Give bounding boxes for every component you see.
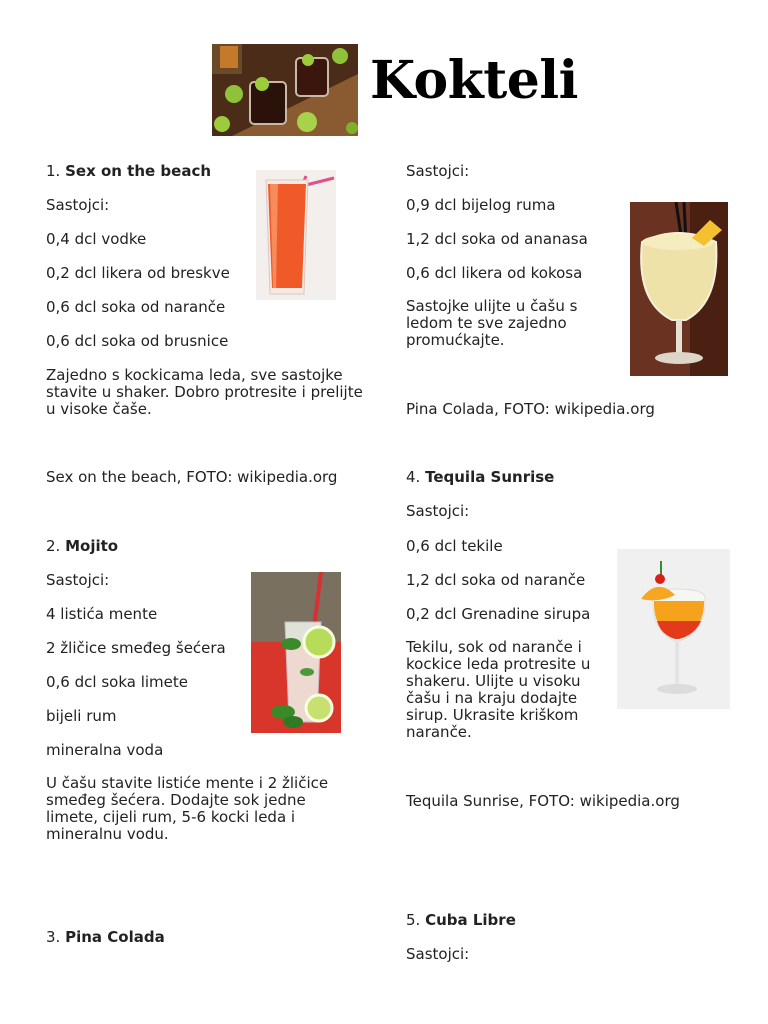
cocktail-4-number: 4. [406, 468, 426, 486]
cocktail-3-instructions: Sastojke ulijte u čašu s ledom te sve zajedno promućkajte. [406, 297, 578, 349]
cocktail-1-photo [256, 170, 336, 300]
cocktail-3-name: Pina Colada [65, 928, 165, 946]
cocktail-2-ingredient: 4 listića mente [46, 605, 158, 623]
cocktail-1-name: Sex on the beach [65, 162, 212, 180]
cocktail-4-heading [406, 468, 554, 486]
cocktail-2-ingredient: 2 žličice smeđeg šećera [46, 639, 226, 657]
cocktail-2-number: 2. [46, 537, 66, 555]
cocktail-1-ingredient: 0,2 dcl likera od breskve [46, 264, 230, 282]
cocktail-1-caption: Sex on the beach, FOTO: wikipedia.org [46, 468, 338, 486]
cocktail-3-caption: Pina Colada, FOTO: wikipedia.org [406, 400, 655, 418]
cocktail-4-ingredients-label: Sastojci: [406, 502, 470, 520]
cocktail-5-ingredients-label: Sastojci: [406, 945, 470, 963]
cocktail-3-photo [630, 202, 728, 376]
cocktail-2-ingredient: 0,6 dcl soka limete [46, 673, 188, 691]
cocktail-2-instructions: U čašu stavite listiće mente i 2 žličice smeđeg šećera. Dodajte sok jedne limete, cijeli rum, 5-6 kocki leda i mineralnu vodu. [46, 774, 329, 843]
cocktail-4-name: Tequila Sunrise [425, 468, 555, 486]
cocktail-2-name: Mojito [65, 537, 119, 555]
page-title: Kokteli [370, 50, 578, 111]
cocktail-1-number: 1. [46, 162, 66, 180]
cocktail-1-heading [46, 162, 211, 180]
cocktail-4-ingredient: 0,6 dcl tekile [406, 537, 503, 555]
cocktail-1-ingredients-label: Sastojci: [46, 196, 110, 214]
cocktail-1-ingredient: 0,6 dcl soka od brusnice [46, 332, 229, 350]
cocktail-1-ingredient: 0,6 dcl soka od naranče [46, 298, 226, 316]
cocktail-3-ingredient: 0,6 dcl likera od kokosa [406, 264, 583, 282]
cocktail-2-ingredient: bijeli rum [46, 707, 117, 725]
cocktail-2-photo [251, 572, 341, 733]
cocktail-5-heading [406, 911, 516, 929]
cocktail-3-heading [46, 928, 165, 946]
cocktail-5-number: 5. [406, 911, 426, 929]
cocktail-1-instructions: Zajedno s kockicama leda, sve sastojke stavite u shaker. Dobro protresite i prelijte u visoke čaše. [46, 366, 363, 418]
cocktail-3-ingredient: 1,2 dcl soka od ananasa [406, 230, 588, 248]
cocktail-2-heading [46, 537, 118, 555]
cocktail-1-ingredient: 0,4 dcl vodke [46, 230, 147, 248]
cocktail-2-ingredient: mineralna voda [46, 741, 164, 759]
cocktail-4-instructions: Tekilu, sok od naranče i kockice leda protresite u shakeru. Ulijte u visoku čašu i na kraju dodajte sirup. Ukrasite kriškom naranče. [406, 638, 591, 741]
cocktail-5-name: Cuba Libre [425, 911, 516, 929]
cocktail-4-caption: Tequila Sunrise, FOTO: wikipedia.org [406, 792, 680, 810]
header-cocktails-photo [212, 44, 358, 136]
cocktail-4-photo [617, 549, 730, 709]
cocktail-3-ingredient: 0,9 dcl bijelog ruma [406, 196, 556, 214]
cocktail-4-ingredient: 1,2 dcl soka od naranče [406, 571, 586, 589]
cocktail-3-number: 3. [46, 928, 66, 946]
cocktail-3-ingredients-label: Sastojci: [406, 162, 470, 180]
cocktail-4-ingredient: 0,2 dcl Grenadine sirupa [406, 605, 591, 623]
cocktail-2-ingredients-label: Sastojci: [46, 571, 110, 589]
